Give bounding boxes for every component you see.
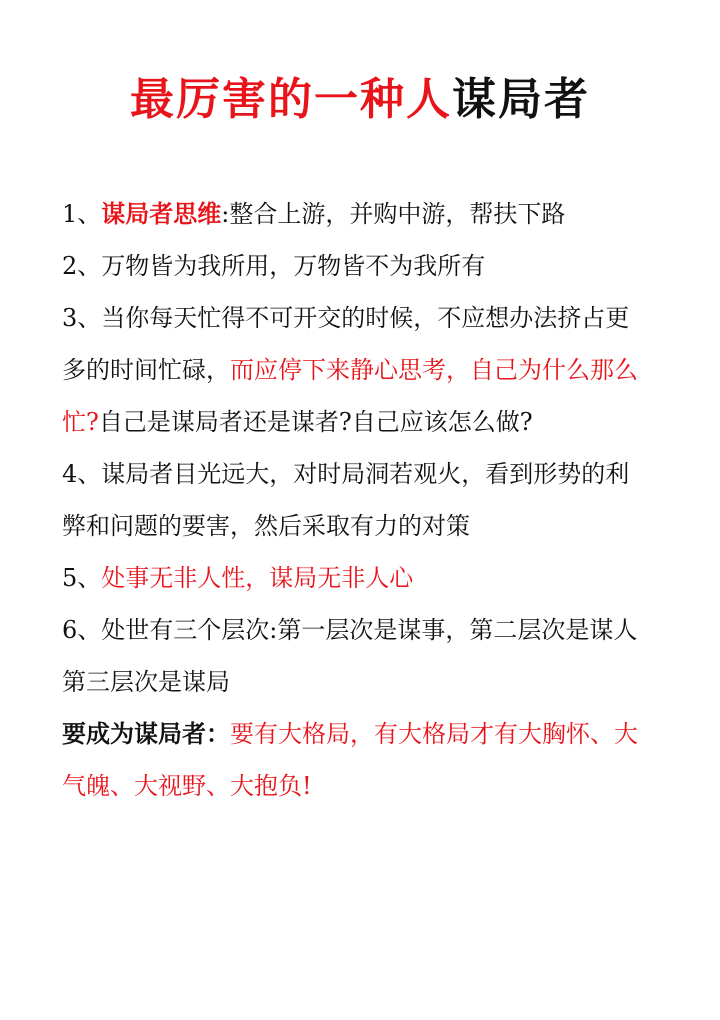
title-black-part: 谋局者 (452, 74, 590, 125)
point-3-highlight-end: 忙? (62, 408, 99, 436)
point-6-text: 6、处世有三个层次:第一层次是谋事，第二层次是谋人 (62, 616, 638, 644)
point-4-line-1 (62, 448, 672, 500)
point-5-highlight: 处事无非人性，谋局无非人心 (101, 564, 414, 592)
point-1-highlight: 谋局者思维 (101, 199, 222, 228)
title-red-part: 最厉害的一种人 (130, 74, 452, 125)
point-1-text: :整合上游，并购中游，帮扶下路 (221, 200, 566, 228)
point-3-line-3 (62, 396, 672, 448)
conclusion-highlight: 要有大格局，有大格局才有大胸怀、大 (230, 720, 638, 748)
point-3-line-1 (62, 292, 672, 344)
point-2 (62, 240, 672, 292)
page-title (0, 70, 720, 130)
point-3-text: 3、当你每天忙得不可开交的时候，不应想办法挤占更 (62, 304, 630, 332)
point-3-text-end: 自己是谋局者还是谋者?自己应该怎么做? (98, 408, 533, 436)
point-2-text: 2、万物皆为我所用，万物皆不为我所有 (62, 252, 486, 280)
point-3-line-2 (62, 344, 672, 396)
point-4-line-2 (62, 500, 672, 552)
conclusion-line-2 (62, 760, 672, 812)
point-5 (62, 552, 672, 604)
point-4-text-continued: 弊和问题的要害，然后采取有力的对策 (62, 512, 470, 540)
conclusion-line-1 (62, 708, 672, 760)
conclusion-label: 要成为谋局者： (62, 719, 230, 748)
point-6-text-continued: 第三层次是谋局 (62, 668, 230, 696)
point-1-number: 1、 (62, 200, 102, 228)
content-body (62, 188, 672, 812)
point-3-text-continued: 多的时间忙碌， (62, 356, 230, 384)
conclusion-highlight-end: 气魄、大视野、大抱负! (62, 772, 312, 800)
point-5-number: 5、 (62, 564, 102, 592)
point-6-line-1 (62, 604, 672, 656)
point-6-line-2 (62, 656, 672, 708)
point-4-text: 4、谋局者目光远大，对时局洞若观火，看到形势的利 (62, 460, 630, 488)
point-1 (62, 188, 672, 240)
point-3-highlight: 而应停下来静心思考，自己为什么那么 (230, 356, 638, 384)
